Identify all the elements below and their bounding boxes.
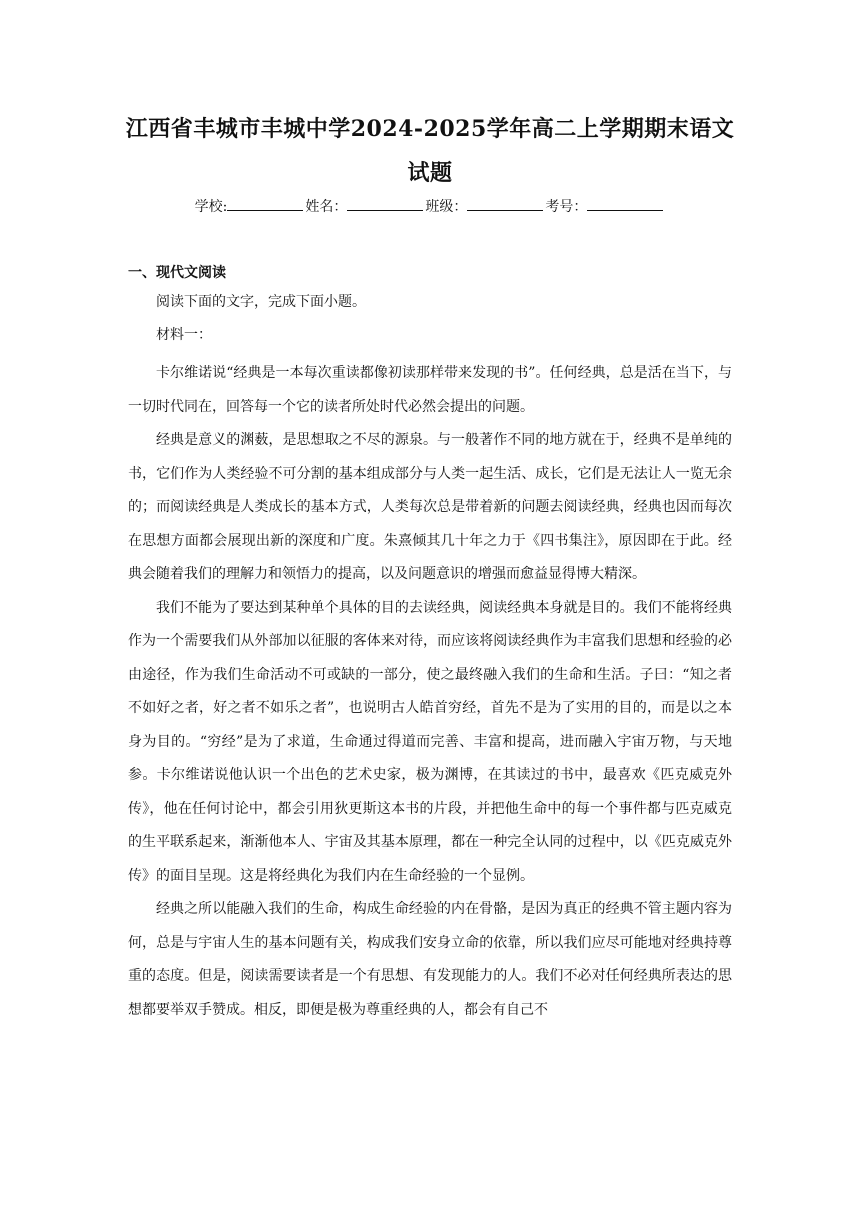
material-label: 材料一： [156, 327, 212, 343]
passage-paragraph-2: 经典是意义的渊薮，是思想取之不尽的源泉。与一般著作不同的地方就在于，经典不是单纯的书，它们作为人类经验不可分割的基本组成部分与人类一起生活、成长，它们是无法让人一览无余的；而阅读经典是人类成长的基本方式，人类每次总是带着新的问题去阅读经典，经典也因而每次在思想方面都会展现出新的深度和广度。朱熹倾其几十年之力于《四书集注》，原因即在于此。经典会随着我们的理解力和领悟力的提高，以及问题意识的增强而愈益显得博大精深。 [128, 432, 732, 582]
section-heading: 一、现代文阅读 [128, 265, 226, 281]
passage-paragraph-1: 卡尔维诺说“经典是一本每次重读都像初读那样带来发现的书”。任何经典，总是活在当下，与一切时代同在，回答每一个它的读者所处时代必然会提出的问题。 [128, 365, 732, 415]
student-info-line [120, 196, 740, 217]
passage-body [128, 357, 732, 1027]
school-label: 学校: [194, 199, 228, 215]
instruction-text: 阅读下面的文字，完成下面小题。 [156, 294, 366, 310]
name-label: 姓名： [305, 199, 348, 215]
class-blank[interactable] [467, 196, 543, 211]
exam-number-label: 考号： [545, 199, 588, 215]
exam-number-blank[interactable] [587, 196, 663, 211]
class-label: 班级： [425, 199, 468, 215]
name-blank[interactable] [347, 196, 423, 211]
school-blank[interactable] [227, 196, 303, 211]
passage-paragraph-3: 我们不能为了要达到某种单个具体的目的去读经典，阅读经典本身就是目的。我们不能将经典作为一个需要我们从外部加以征服的客体来对待，而应该将阅读经典作为丰富我们思想和经验的必由途径，作为我们生命活动不可或缺的一部分，使之最终融入我们的生命和生活。子曰：“知之者不如好之者，好之者不如乐之者”，也说明古人皓首穷经，首先不是为了实用的目的，而是以之本身为目的。“穷经”是为了求道，生命通过得道而完善、丰富和提高，进而融入宇宙万物，与天地参。卡尔维诺说他认识一个出色的艺术史家，极为渊博，在其读过的书中，最喜欢《匹克威克外传》，他在任何讨论中，都会引用狄更斯这本书的片段，并把他生命中的每一个事件都与匹克威克的生平联系起来，渐渐他本人、宇宙及其基本原理，都在一种完全认同的过程中，以《匹克威克外传》的面目呈现。这是将经典化为我们内在生命经验的一个显例。 [128, 599, 732, 884]
document-title: 江西省丰城市丰城中学2024-2025学年高二上学期期末语文试题 [125, 116, 735, 186]
passage-paragraph-4: 经典之所以能融入我们的生命，构成生命经验的内在骨骼，是因为真正的经典不管主题内容为何，总是与宇宙人生的基本问题有关，构成我们安身立命的依靠，所以我们应尽可能地对经典持尊重的态度。但是，阅读需要读者是一个有思想、有发现能力的人。我们不必对任何经典所表达的思想都要举双手赞成。相反，即便是极为尊重经典的人，都会有自己不 [128, 901, 732, 1018]
